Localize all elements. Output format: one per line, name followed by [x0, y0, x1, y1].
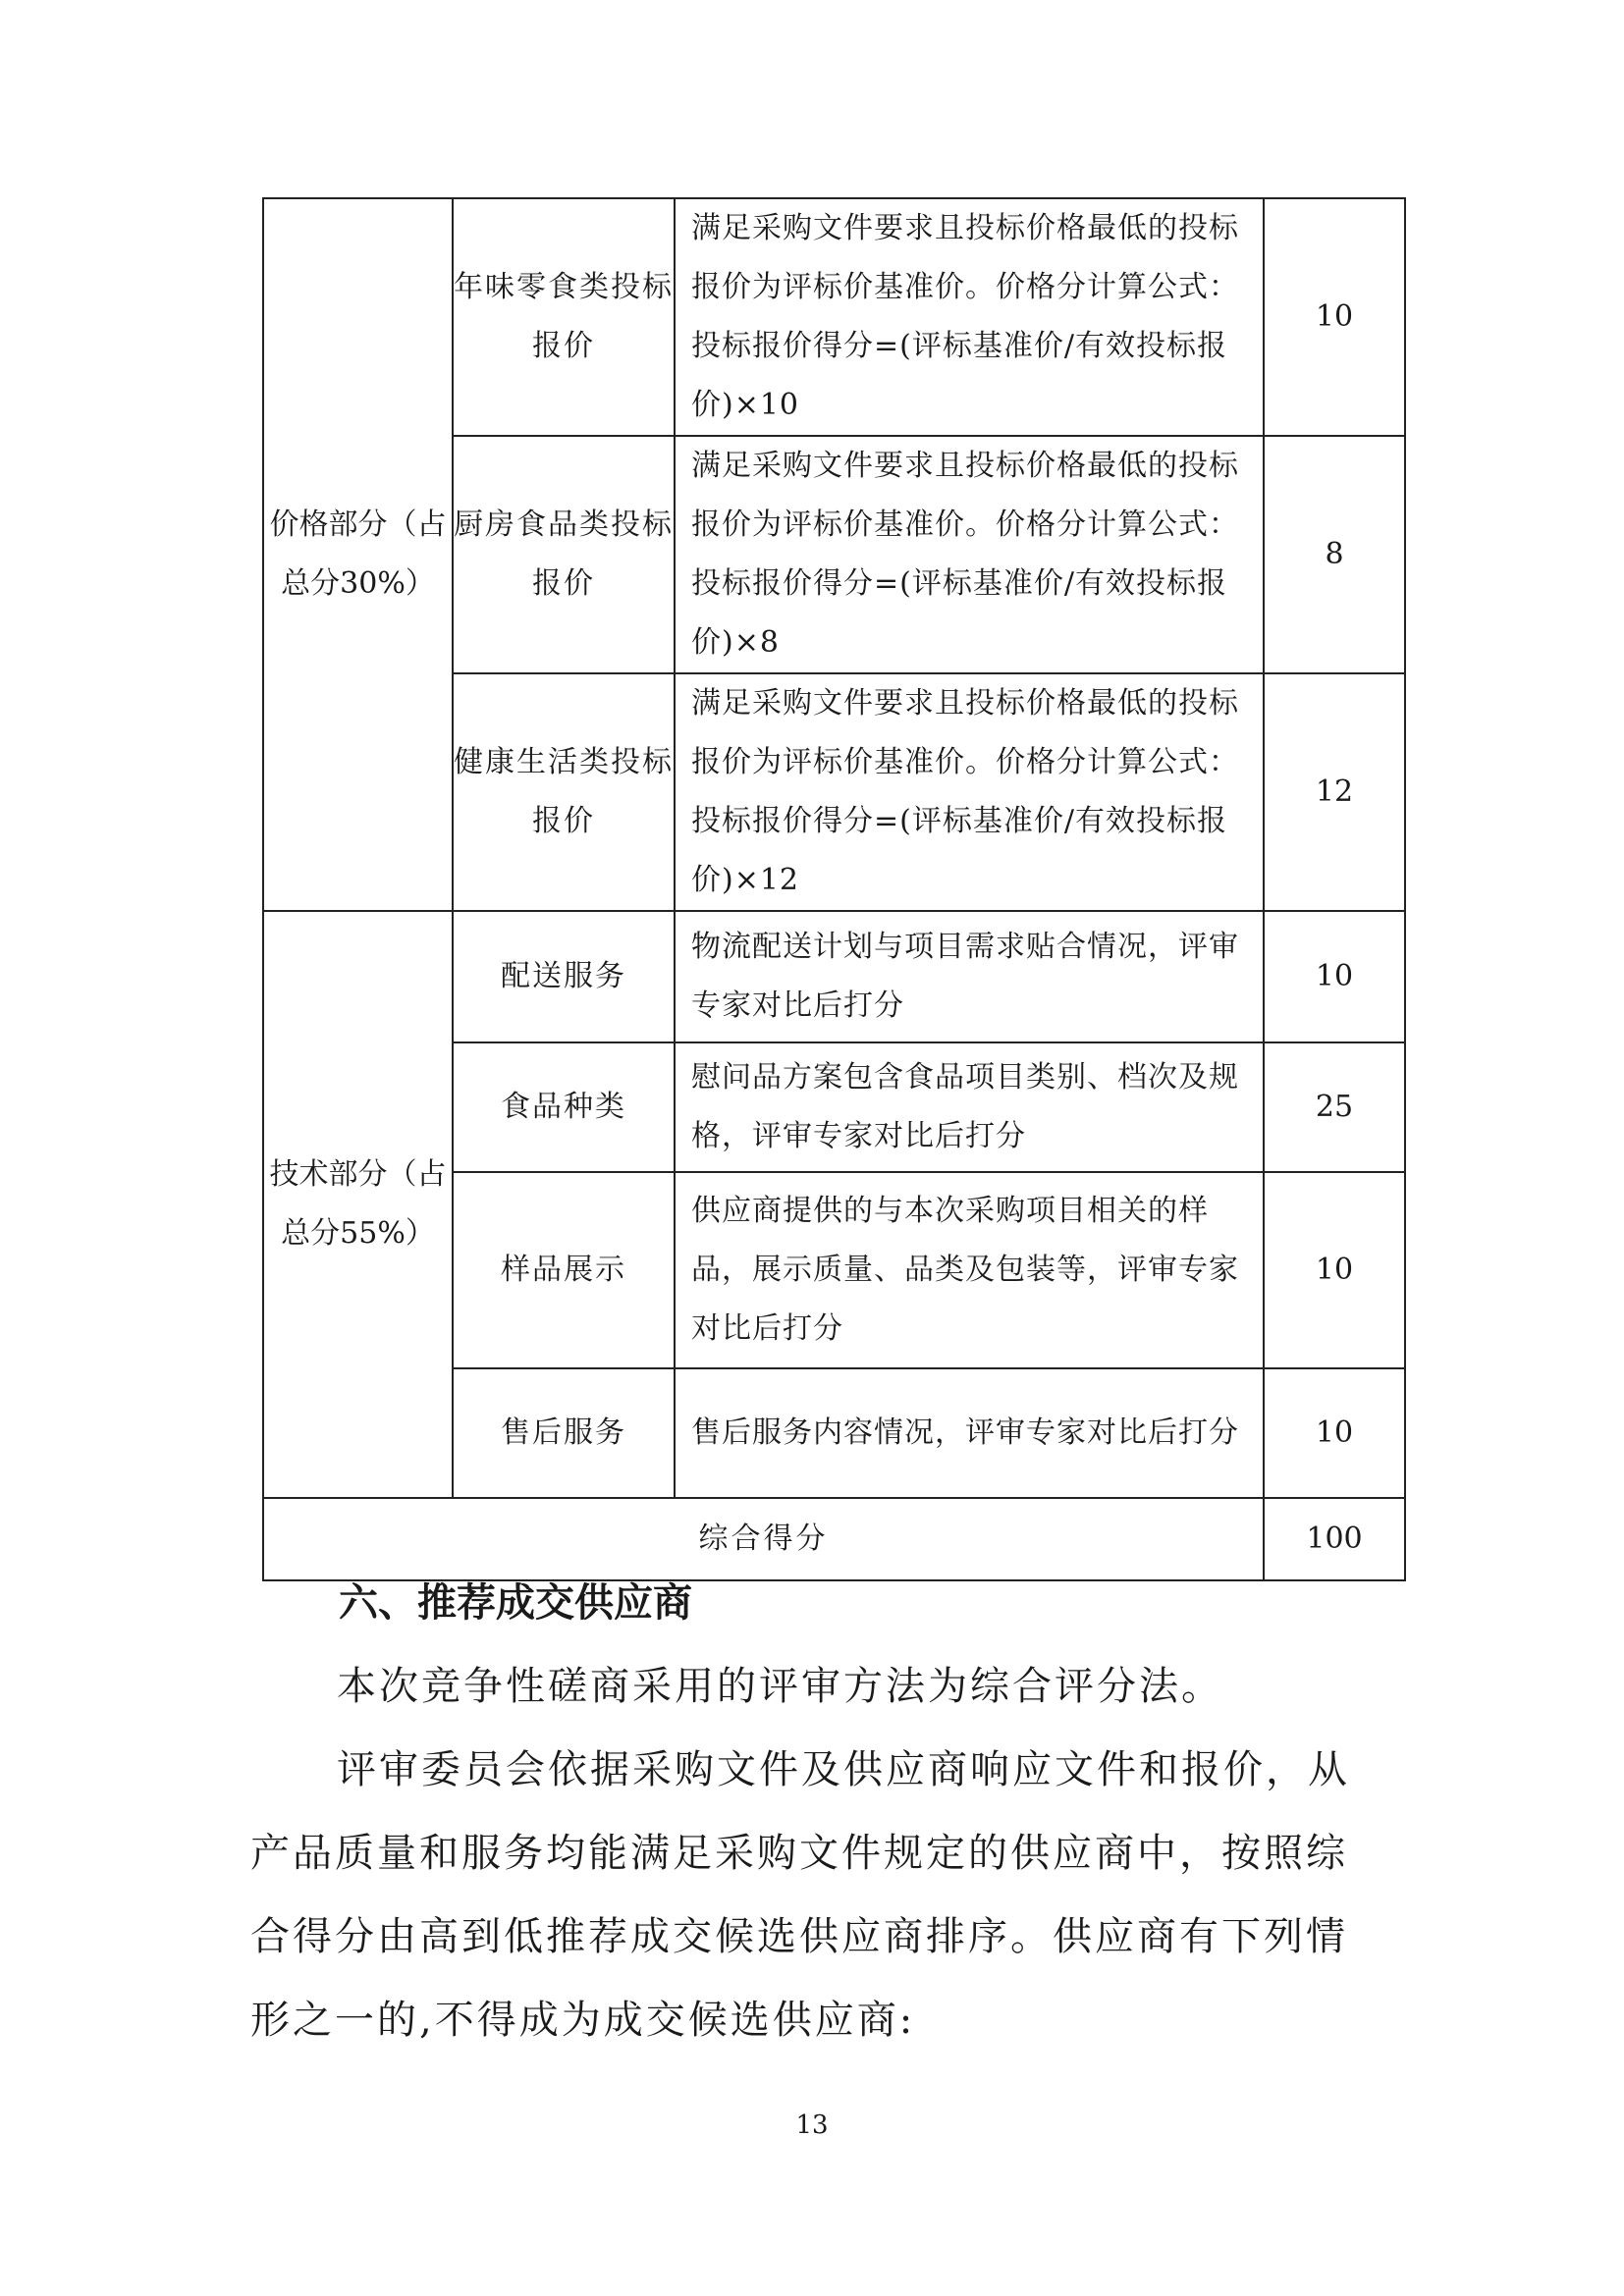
- paragraph: 本次竞争性磋商采用的评审方法为综合评分法。: [337, 1664, 1223, 1709]
- total-label: 综合得分: [263, 1498, 1264, 1580]
- criteria-cell: 满足采购文件要求且投标价格最低的投标报价为评标价基准价。价格分计算公式：投标报价得分=(评标基准价/有效投标报价)×8: [675, 436, 1264, 673]
- section-body: [250, 1645, 1360, 2062]
- points-cell: 12: [1264, 673, 1405, 911]
- criteria-cell: 满足采购文件要求且投标价格最低的投标报价为评标价基准价。价格分计算公式：投标报价得分=(评标基准价/有效投标报价)×12: [675, 673, 1264, 911]
- item-cell: 售后服务: [453, 1368, 675, 1498]
- item-cell: 健康生活类投标报价: [453, 673, 675, 911]
- category-cell-tech: 技术部分（占总分55%）: [263, 911, 453, 1498]
- points-cell: 25: [1264, 1042, 1405, 1172]
- section-heading: 六、推荐成交供应商: [339, 1580, 692, 1626]
- points-cell: 10: [1264, 1368, 1405, 1498]
- item-cell: 配送服务: [453, 911, 675, 1042]
- table-row: [263, 911, 1405, 1042]
- scoring-table: [262, 197, 1406, 1581]
- item-cell: 厨房食品类投标报价: [453, 436, 675, 673]
- points-cell: 10: [1264, 1172, 1405, 1368]
- criteria-cell: 售后服务内容情况，评审专家对比后打分: [675, 1368, 1264, 1498]
- criteria-cell: 慰问品方案包含食品项目类别、档次及规格，评审专家对比后打分: [675, 1042, 1264, 1172]
- table-row: [263, 198, 1405, 436]
- criteria-cell: 供应商提供的与本次采购项目相关的样品，展示质量、品类及包装等，评审专家对比后打分: [675, 1172, 1264, 1368]
- points-cell: 10: [1264, 911, 1405, 1042]
- criteria-cell: 物流配送计划与项目需求贴合情况，评审专家对比后打分: [675, 911, 1264, 1042]
- total-points: 100: [1264, 1498, 1405, 1580]
- points-cell: 10: [1264, 198, 1405, 436]
- item-cell: 年味零食类投标报价: [453, 198, 675, 436]
- item-cell: 食品种类: [453, 1042, 675, 1172]
- page-number: 13: [795, 2110, 829, 2140]
- points-cell: 8: [1264, 436, 1405, 673]
- paragraph: 评审委员会依据采购文件及供应商响应文件和报价，从产品质量和服务均能满足采购文件规定的供应商中，按照综合得分由高到低推荐成交候选供应商排序。供应商有下列情形之一的,不得成为成交候选供应商:: [250, 1747, 1350, 2043]
- criteria-cell: 满足采购文件要求且投标价格最低的投标报价为评标价基准价。价格分计算公式：投标报价得分=(评标基准价/有效投标报价)×10: [675, 198, 1264, 436]
- category-cell-price: 价格部分（占总分30%）: [263, 198, 453, 911]
- item-cell: 样品展示: [453, 1172, 675, 1368]
